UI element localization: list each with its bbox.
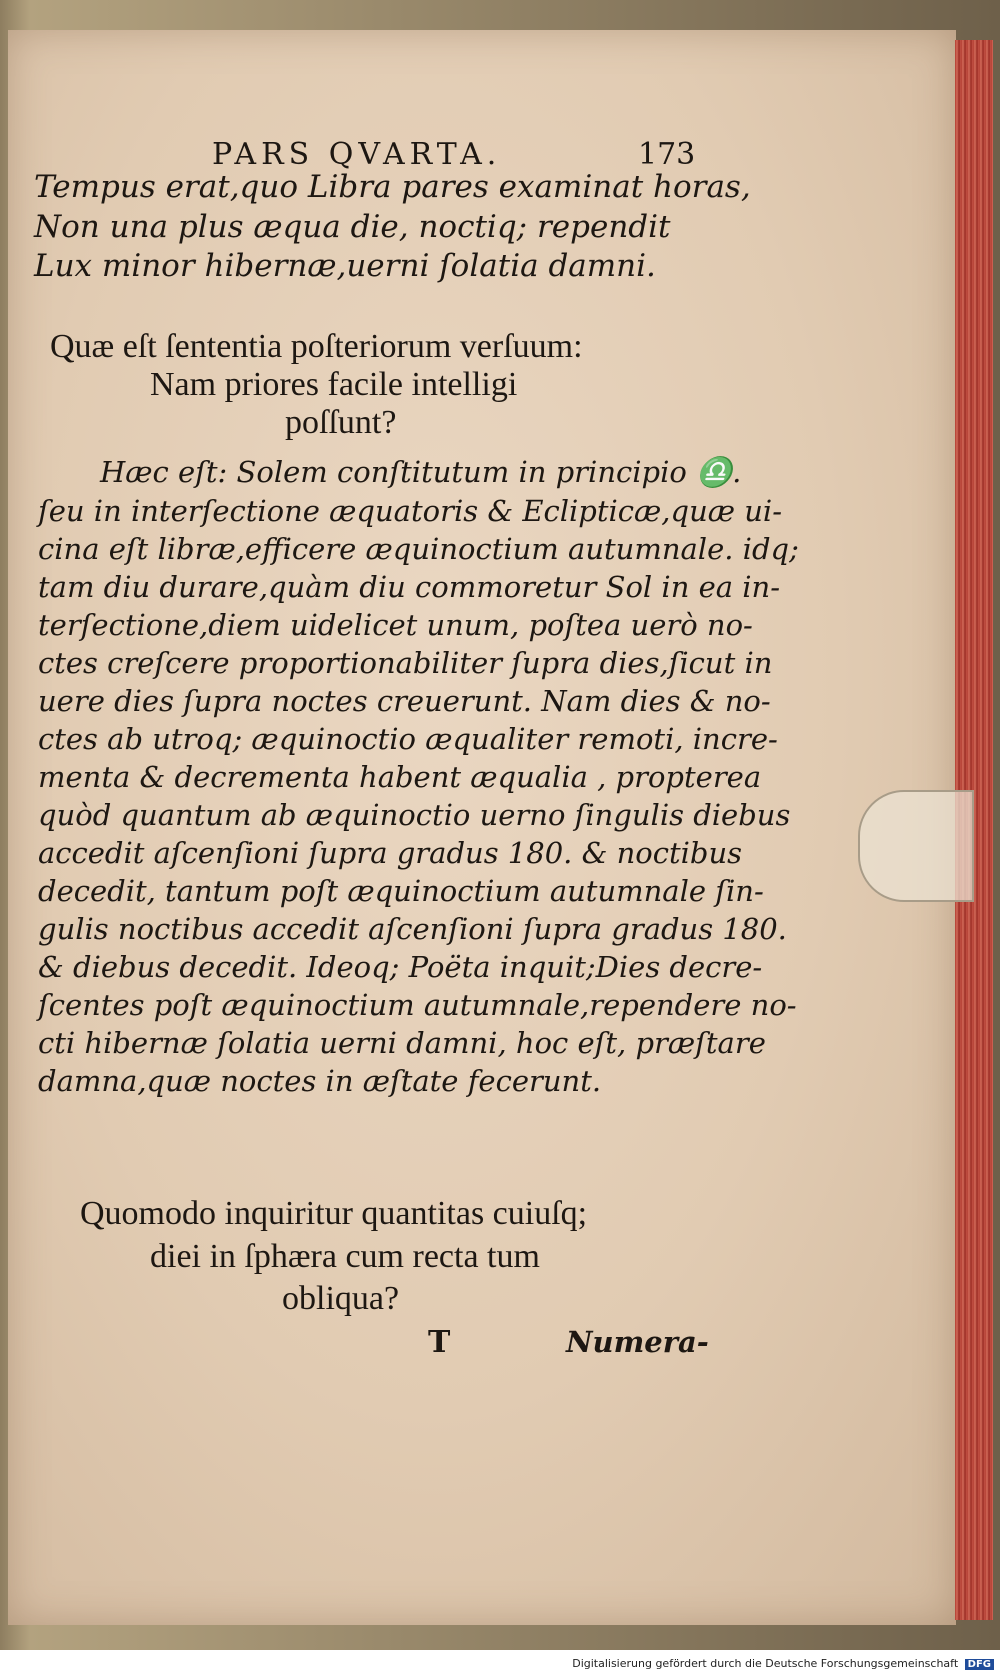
verse-line: Tempus erat,quo Libra pares examinat horas, bbox=[34, 169, 751, 205]
dfg-logo-icon: DFG bbox=[965, 1659, 994, 1670]
answer-line: cti hibernæ ſolatia uerni damni, hoc eſt, præſtare bbox=[38, 1026, 766, 1060]
verse-line: Non una plus æqua die, noctiq; rependit bbox=[34, 209, 671, 245]
answer-line: ctes ab utroq; æquinoctio æqualiter remoti, incre- bbox=[38, 722, 778, 756]
running-head: PARS QVARTA. bbox=[212, 137, 502, 172]
answer-line: quòd quantum ab æquinoctio uerno ſingulis diebus bbox=[38, 798, 791, 832]
answer-line: & diebus decedit. Ideoq; Poëta inquit;Dies decre- bbox=[38, 950, 763, 984]
answer-line: ſcentes poſt æquinoctium autumnale,rependere no- bbox=[38, 988, 797, 1022]
answer-line: tam diu durare,quàm diu commoretur Sol in ea in- bbox=[38, 570, 781, 604]
answer-line: cina eſt libræ,efficere æquinoctium autumnale. idq; bbox=[38, 532, 799, 566]
answer-line: gulis noctibus accedit aſcenſioni ſupra gradus 180. bbox=[38, 912, 787, 946]
answer-line: ſeu in interſectione æquatoris & Eclipticæ,quæ ui- bbox=[38, 494, 782, 528]
answer-line: damna,quæ noctes in æſtate fecerunt. bbox=[38, 1064, 602, 1098]
question-heading: diei in ſphæra cum recta tum bbox=[150, 1238, 540, 1275]
question-heading: poſſunt? bbox=[285, 404, 397, 441]
answer-line: decedit, tantum poſt æquinoctium autumnale ſin- bbox=[38, 874, 764, 908]
question-heading: Quæ eſt ſententia poſteriorum verſuum: bbox=[50, 328, 583, 365]
question-heading: Nam priores facile intelligi bbox=[150, 366, 518, 403]
digitization-credit bbox=[572, 1657, 994, 1670]
question-heading: obliqua? bbox=[282, 1280, 400, 1317]
answer-line: menta & decrementa habent æqualia , propterea bbox=[38, 760, 762, 794]
answer-line: uere dies ſupra noctes creuerunt. Nam dies & no- bbox=[38, 684, 771, 718]
answer-line: Hæc eſt: Solem conſtitutum in principio ♎. bbox=[100, 455, 742, 489]
page-number: 173 bbox=[638, 137, 696, 172]
bookmark-clip bbox=[858, 790, 974, 902]
answer-line: ctes creſcere proportionabiliter ſupra dies,ſicut in bbox=[38, 646, 773, 680]
answer-line: accedit aſcenſioni ſupra gradus 180. & noctibus bbox=[38, 836, 743, 870]
question-heading: Quomodo inquiritur quantitas cuiuſq; bbox=[80, 1195, 588, 1232]
verse-line: Lux minor hibernæ,uerni ſolatia damni. bbox=[34, 248, 656, 284]
credit-text: Digitalisierung gefördert durch die Deutsche Forschungsgemeinschaft bbox=[572, 1657, 959, 1670]
signature-mark: T bbox=[428, 1325, 451, 1360]
answer-line: terſectione,diem uidelicet unum, poſtea uerò no- bbox=[38, 608, 753, 642]
catchword: Numera- bbox=[566, 1325, 709, 1359]
